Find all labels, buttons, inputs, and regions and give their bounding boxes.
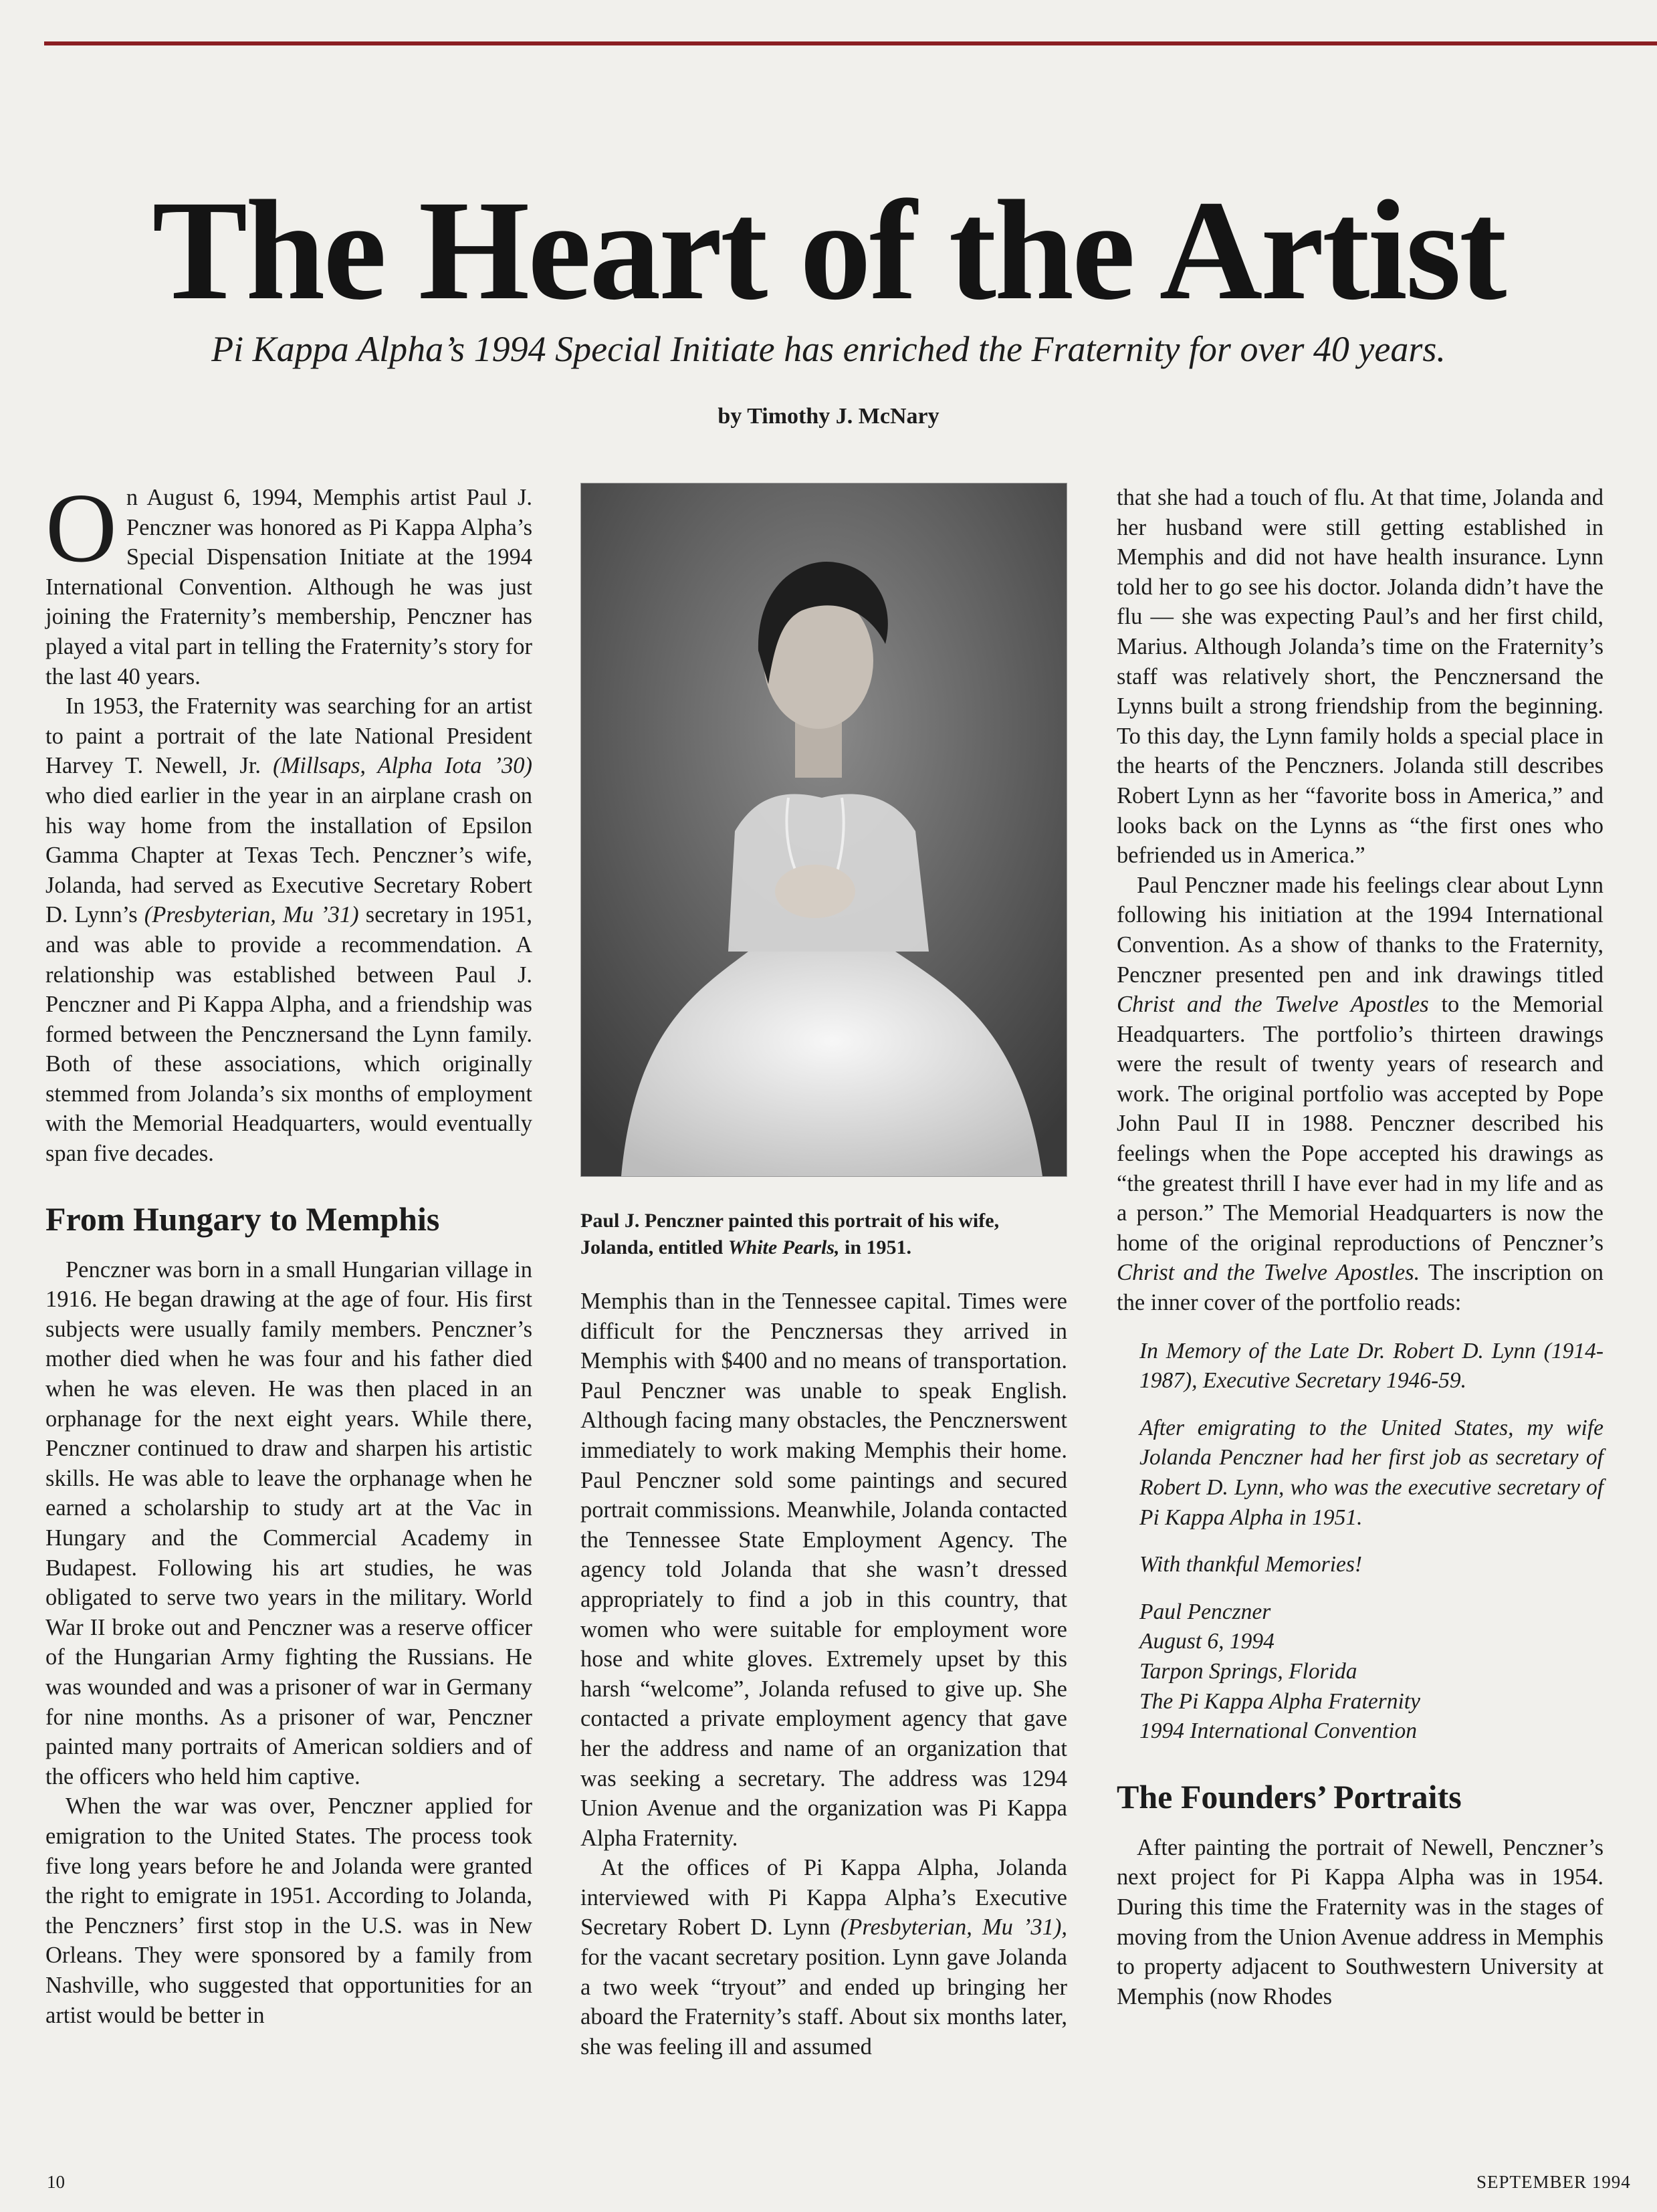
paragraph: Memphis than in the Tennessee capital. Times were difficult for the Pencznersas they arrived in Memphis with $400 and no means of transportation. Paul Penczner was unable to speak English. Although facing many obstacles, the Pencznerswent immediately to work making Memphis their home. Paul Penczner sold some paintings and secured portrait commissions. Meanwhile, Jolanda contacted the Tennessee State Employment Agency. The agency told Jolanda that she wasn’t dressed appropriately to find a job in this country, that women who were suitable for employment wore hose and white gloves. Extremely upset by this harsh “welcome”, Jolanda refused to give up. She contacted a private employment agency that gave her the address and name of an organization that was seeking a secretary. The address was 1294 Union Avenue and the organization was Pi Kappa Alpha Fraternity. [580,1289,1067,1851]
paragraph: In 1953, the Fraternity was searching for an artist to paint a portrait of the late National President Harvey T. Newell, Jr. (Millsaps, Alpha Iota ’30) who died earlier in the year in an airplane crash on his way home from the installation of Epsilon Gamma Chapter at Texas Tech. Penczner’s wife, Jolanda, had served as Executive Secretary Robert D. Lynn’s (Presbyterian, Mu ’31) secretary in 1951, and was able to provide a recommendation. A relationship was established between Paul J. Penczner and Pi Kappa Alpha, and a friendship was formed between the Pencznersand the Lynn family. Both of these associations, which originally stemmed from Jolanda’s six months of employment with the Memorial Headquarters, would eventually span five decades. [45,693,532,1167]
issue-date: SEPTEMBER 1994 [1476,2172,1631,2192]
section-heading: The Founders’ Portraits [1117,1777,1462,1815]
inscription [1139,1337,1604,1747]
paragraph: Penczner was born in a small Hungarian village in 1916. He began drawing at the age of four. His first subjects were usually family members. Penczner’s mother died when he was four and his father died when he was eleven. He was then placed in an orphanage for the next eight years. While there, Penczner continued to draw and sharpen his artistic skills. He was able to leave the orphanage when he earned a scholarship to study art at the Vac in Hungary and the Commercial Academy in Budapest. Following his art studies, he was obligated to serve two years in the military. World War II broke out and Penczner was a reserve officer of the Hungarian Army fighting the Russians. He was wounded and was a prisoner of war in Germany for nine months. As a prisoner of war, Penczner painted many portraits of American soldiers and of the officers who held him captive. [45,1256,532,1789]
column-2 [580,483,1067,2062]
header-rule [44,41,1657,45]
column-3 [1117,483,1604,2011]
signature-place: Tarpon Springs, Florida [1139,1658,1357,1684]
inscription-line: With thankful Memories! [1139,1552,1363,1577]
page-number: 10 [47,2172,65,2192]
paragraph: At the offices of Pi Kappa Alpha, Jolanda interviewed with Pi Kappa Alpha’s Executive Secretary Robert D. Lynn (Presbyterian, Mu ’31), for the vacant secretary position. Lynn gave Jolanda a two week “tryout” and ended up bringing her aboard the Fraternity’s staff. About six months later, she was feeling ill and assumed [580,1855,1068,2060]
paragraph: On August 6, 1994, Memphis artist Paul J. Penczner was honored as Pi Kappa Alpha’s Special Dispensation Initiate at the 1994 International Convention. Although he was just joining the Fraternity’s membership, Penczner has played a vital part in telling the Fraternity’s story for the last 40 years. [45,473,532,689]
column-1 [45,473,532,2030]
paragraph: that she had a touch of flu. At that time, Jolanda and her husband were still getting established in Memphis and did not have health insurance. Lynn told her to go see his doctor. Jolanda didn’t have the flu — she was expecting Paul’s and her first child, Marius. Although Jolanda’s time on the Fraternity’s staff was relatively short, the Pencznersand the Lynns built a strong friendship from the beginning. To this day, the Lynn family holds a special place in the hearts of the Penczners. Jolanda still describes Robert Lynn as her “favorite boss in America,” and looks back on the Lynns as “the first ones who befriended us in America.” [1117,485,1604,869]
signature-org: The Pi Kappa Alpha Fraternity [1139,1688,1420,1714]
article-title: The Heart of the Artist [152,171,1505,330]
signature-event: 1994 International Convention [1139,1719,1417,1744]
drop-cap: O [45,473,117,583]
inscription-line: In Memory of the Late Dr. Robert D. Lynn (1914-1987), Executive Secretary 1946-59. [1139,1338,1604,1394]
paragraph: When the war was over, Penczner applied for emigration to the United States. The process took five long years before he and Jolanda were granted the right to emigrate in 1951. According to Jolanda, the Pencznersʼ first stop in the U.S. was in New Orleans. They were sponsored by a family from Nashville, who suggested that opportunities for an artist would be better in [45,1793,532,2028]
portrait-photo [580,483,1067,1177]
byline: by Timothy J. McNary [717,404,940,429]
section-heading: From Hungary to Memphis [45,1200,440,1238]
photo-caption: Paul J. Penczner painted this portrait of his wife, Jolanda, entitled White Pearls, in 1951. [580,1210,1000,1258]
paragraph: Paul Penczner made his feelings clear about Lynn following his initiation at the 1994 International Convention. As a show of thanks to the Fraternity, Penczner presented pen and ink drawings titled Christ and the Twelve Apostles to the Memorial Headquarters. The portfolio’s thirteen drawings were the result of twenty years of research and work. The original portfolio was accepted by Pope John Paul II in 1988. Penczner described his feelings when the Pope accepted his drawings as “the greatest thrill I have ever had in my life and as a person.” The Memorial Headquarters is now the home of the original reproductions of Penczner’s Christ and the Twelve Apostles. The inscription on the inner cover of the portfolio reads: [1117,872,1604,1316]
signature-name: Paul Penczner [1139,1599,1271,1624]
inscription-line: After emigrating to the United States, my wife Jolanda Penczner had her first job as secretary of Robert D. Lynn, who was the executive secretary of Pi Kappa Alpha in 1951. [1139,1415,1604,1530]
signature-date: August 6, 1994 [1139,1629,1275,1654]
paragraph: After painting the portrait of Newell, Penczner’s next project for Pi Kappa Alpha was in 1954. During this time the Fraternity was in the stages of moving from the Union Avenue address in Memphis to property adjacent to Southwestern University at Memphis (now Rhodes [1117,1834,1604,2009]
article-subtitle: Pi Kappa Alpha’s 1994 Special Initiate has enriched the Fraternity for over 40 years. [211,329,1446,369]
